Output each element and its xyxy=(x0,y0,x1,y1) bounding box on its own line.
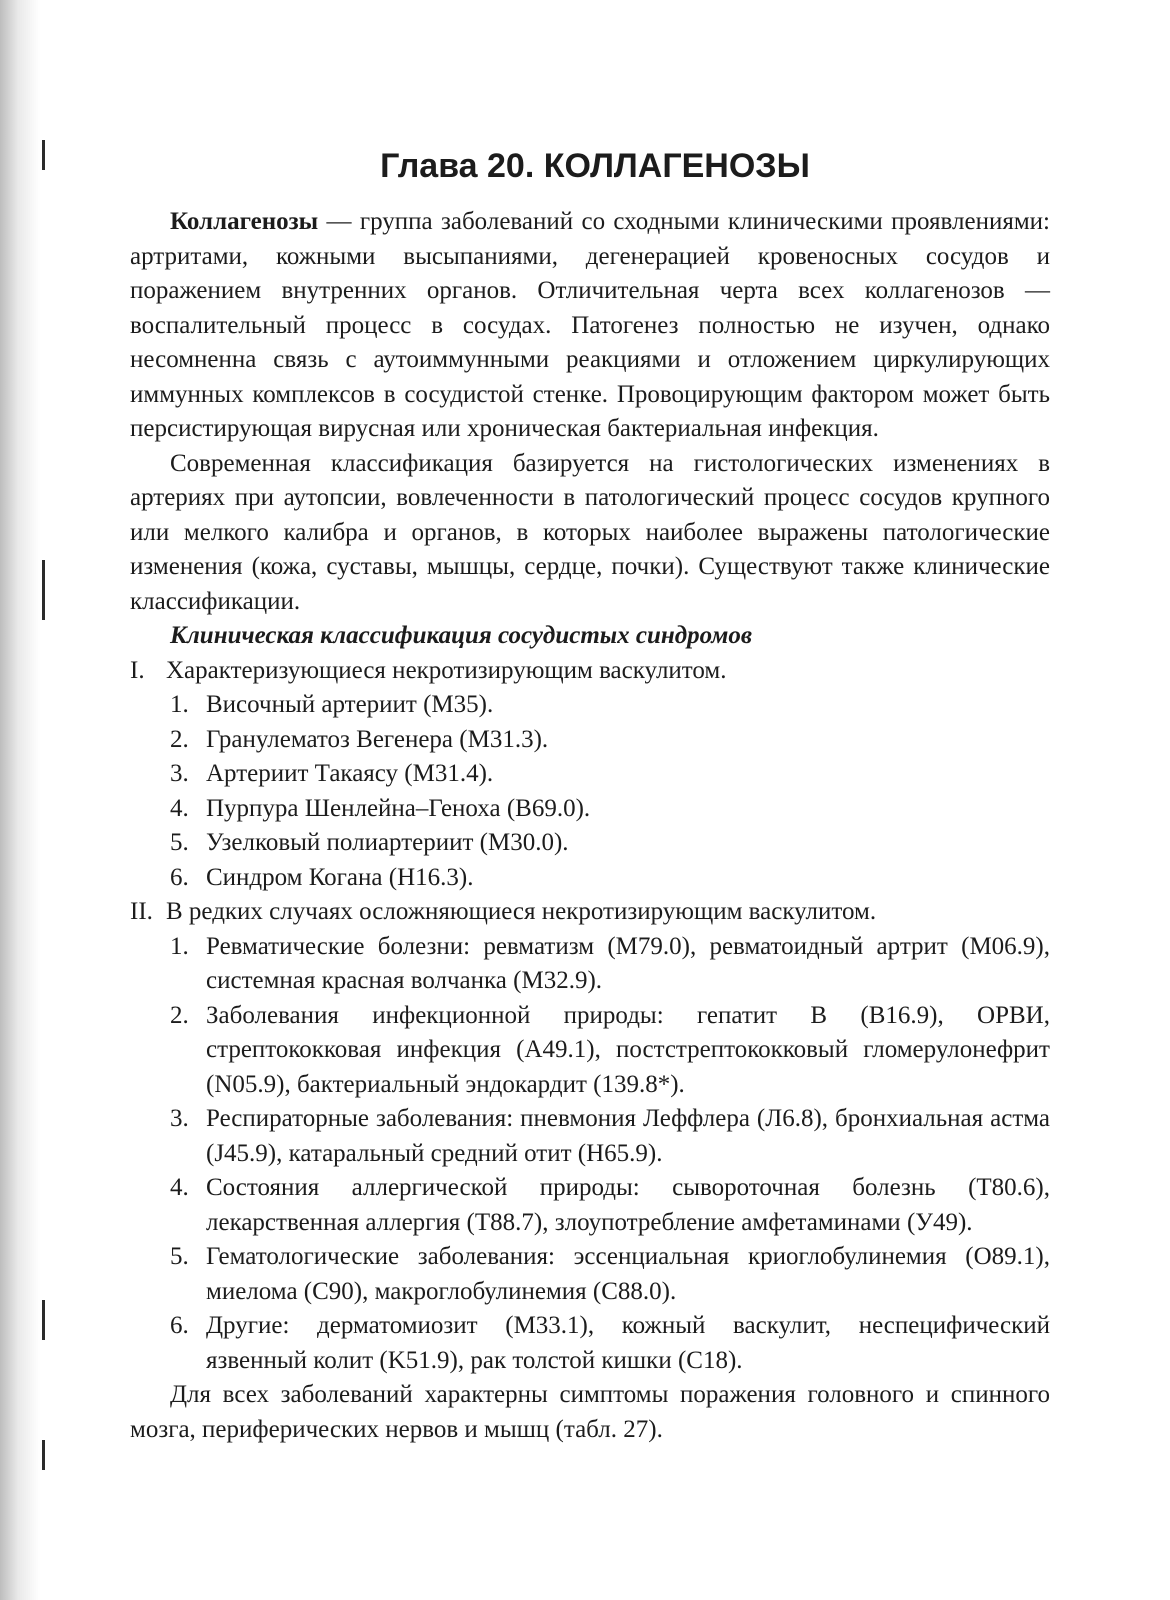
intro-term: Коллагенозы xyxy=(170,208,319,235)
list-item xyxy=(130,1102,1050,1171)
item-number: 3. xyxy=(170,760,189,787)
item-number: 4. xyxy=(170,794,189,822)
group-list xyxy=(130,930,1050,1379)
page-binding-shadow xyxy=(0,0,40,1600)
classification-paragraph: Современная классификация базируется на гистологических изменениях в артериях при аутопсии, вовлеченности в патологический процесс сосудов крупного или мелкого калибра и органов, в которых наиболее выражены патологические изменения (кожа, суставы, мышцы, сердце, почки). Существуют также клинические классификации. xyxy=(130,449,1050,615)
chapter-title: Глава 20. КОЛЛАГЕНОЗЫ xyxy=(380,147,810,185)
group-title: Характеризующиеся некротизирующим васкулитом. xyxy=(166,656,727,684)
list-item xyxy=(130,826,1050,861)
group-heading xyxy=(130,895,1050,930)
closing-paragraph: Для всех заболеваний характерны симптомы поражения головного и спинного мозга, периферических нервов и мышц (табл. 27). xyxy=(130,1381,1050,1443)
list-item xyxy=(130,861,1050,896)
item-number: 3. xyxy=(170,1105,189,1132)
item-text: Заболевания инфекционной природы: гепатит B (B16.9), ОРВИ, стрептококковая инфекция (A49.1), постстрептококковый гломерулонефрит (N05.9), бактериальный эндокардит (139.8*). xyxy=(206,1001,1050,1098)
item-text: Синдром Когана (H16.3). xyxy=(206,863,474,891)
group-numeral: I. xyxy=(130,656,145,684)
item-text: Височный артериит (M35). xyxy=(206,691,494,718)
item-number: 2. xyxy=(170,1001,189,1029)
item-text: Гранулематоз Вегенера (M31.3). xyxy=(206,725,549,753)
group-numeral: II. xyxy=(130,898,153,925)
item-text: Узелковый полиартериит (M30.0). xyxy=(206,829,569,856)
item-text: Гематологические заболевания: эссенциальная криоглобулинемия (O89.1), миелома (C90), макроглобулинемия (C88.0). xyxy=(206,1243,1050,1305)
classification-heading: Клиническая классификация сосудистых синдромов xyxy=(170,622,753,649)
list-item xyxy=(130,792,1050,827)
list-item xyxy=(130,688,1050,723)
item-number: 2. xyxy=(170,725,189,753)
item-text: Артериит Такаясу (M31.4). xyxy=(206,760,494,787)
group-heading xyxy=(130,654,1050,689)
group-2 xyxy=(130,895,1050,1378)
group-list xyxy=(130,688,1050,895)
binding-mark xyxy=(42,560,45,620)
list-item xyxy=(130,999,1050,1103)
item-number: 6. xyxy=(170,863,189,891)
list-item xyxy=(130,1171,1050,1240)
item-text: Другие: дерматомиозит (M33.1), кожный васкулит, неспецифический язвенный колит (K51.9), рак толстой кишки (C18). xyxy=(206,1312,1050,1374)
item-number: 6. xyxy=(170,1312,189,1339)
item-number: 1. xyxy=(170,932,189,960)
list-item xyxy=(130,1309,1050,1378)
item-text: Пурпура Шенлейна–Геноха (B69.0). xyxy=(206,794,591,822)
intro-paragraph xyxy=(130,205,1050,447)
list-item xyxy=(130,723,1050,758)
list-item xyxy=(130,757,1050,792)
item-number: 5. xyxy=(170,1243,189,1270)
list-item xyxy=(130,1240,1050,1309)
group-title: В редких случаях осложняющиеся некротизирующим васкулитом. xyxy=(166,898,877,925)
binding-mark xyxy=(42,140,45,170)
chapter-body xyxy=(130,205,1050,1447)
item-text: Респираторные заболевания: пневмония Леффлера (Л6.8), бронхиальная астма (J45.9), катаральный средний отит (H65.9). xyxy=(206,1105,1050,1167)
item-number: 4. xyxy=(170,1174,189,1201)
item-number: 5. xyxy=(170,829,189,856)
item-text: Ревматические болезни: ревматизм (M79.0), ревматоидный артрит (M06.9), системная красная волчанка (M32.9). xyxy=(206,932,1050,994)
group-1 xyxy=(130,654,1050,896)
item-number: 1. xyxy=(170,691,189,718)
binding-mark xyxy=(42,1440,45,1470)
list-item xyxy=(130,930,1050,999)
binding-mark xyxy=(42,1300,45,1340)
intro-text: — группа заболеваний со сходными клиническими проявлениями: артритами, кожными высыпаниями, дегенерацией кровеносных сосудов и поражением внутренних органов. Отличительная черта всех коллагенозов — воспалительный процесс в сосудах. Патогенез полностью не изучен, однако несомненна связь с аутоиммунными реакциями и отложением циркулирующих иммунных комплексов в сосудистой стенке. Провоцирующим фактором может быть персистирующая вирусная или хроническая бактериальная инфекция. xyxy=(130,208,1050,442)
item-text: Состояния аллергической природы: сывороточная болезнь (T80.6), лекарственная аллергия (T88.7), злоупотребление амфетаминами (У49). xyxy=(206,1174,1050,1236)
